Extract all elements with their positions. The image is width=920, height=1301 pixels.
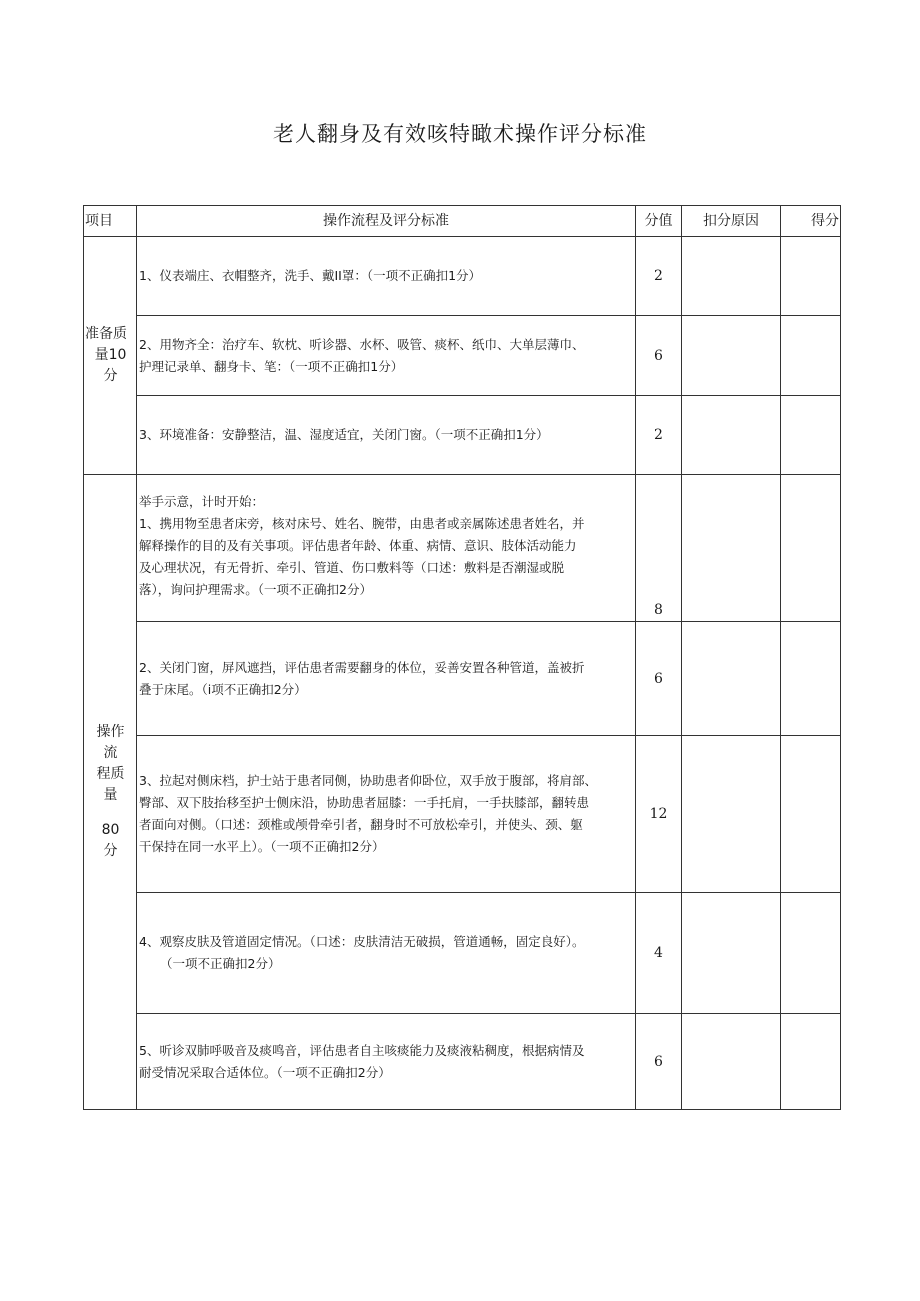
content-line: 5、听诊双肺呼吸音及痰鸣音，评估患者自主咳痰能力及痰液粘稠度，根据病情及: [139, 1042, 585, 1058]
deduct-reason-cell[interactable]: [682, 396, 781, 475]
deduct-reason-cell[interactable]: [682, 893, 781, 1014]
got-score-cell[interactable]: [781, 622, 841, 736]
content-line: 耐受情况采取合适体位。（一项不正确扣2分）: [139, 1064, 391, 1080]
row-content: [137, 622, 636, 736]
section-label-line: 准备质: [85, 326, 127, 342]
section-label-line: 流: [103, 745, 118, 761]
got-score-cell[interactable]: [781, 475, 841, 622]
deduct-reason-cell[interactable]: [682, 475, 781, 622]
table-row: [84, 475, 841, 622]
row-score: 2: [636, 396, 682, 475]
content-line: 4、观察皮肤及管道固定情况。（口述：皮肤清洁无破损，管道通畅，固定良好）。: [139, 934, 585, 949]
header-item: 项目: [84, 206, 137, 237]
got-score-cell[interactable]: [781, 237, 841, 316]
content-line: 叠于床尾。（i项不正确扣2分）: [139, 681, 307, 697]
section-label-line: 操作: [96, 724, 125, 740]
content-line: 臀部、双下肢抬移至护士侧床沿，协助患者屈膝：一手托肩，一手扶膝部，翻转患: [139, 795, 590, 810]
row-score: 4: [636, 893, 682, 1014]
content-line: 3、拉起对侧床档，护士站于患者同侧，协助患者仰卧位，双手放于腹部，将肩部、: [139, 773, 597, 788]
content-line: 及心理状况，有无骨折、牵引、管道、伤口敷料等（口述：敷料是否潮湿或脱: [139, 560, 565, 575]
content-line: 3、环境准备：安静整洁，温、湿度适宜，关闭门窗。（一项不正确扣1分）: [139, 427, 549, 442]
deduct-reason-cell[interactable]: [682, 237, 781, 316]
content-line: 举手示意，计时开始：: [139, 494, 265, 509]
got-score-cell[interactable]: [781, 316, 841, 396]
section-label-line: 量10: [94, 347, 127, 363]
section-label-prep: [84, 237, 137, 475]
section-label-line: 量: [103, 787, 118, 803]
content-line: 解释操作的目的及有关事项。评估患者年龄、体重、病情、意识、肢体活动能力: [139, 538, 577, 553]
row-content: [137, 237, 636, 316]
content-line: 1、携用物至患者床旁，核对床号、姓名、腕带，由患者或亲属陈述患者姓名，并: [139, 516, 585, 531]
deduct-reason-cell[interactable]: [682, 622, 781, 736]
row-content: [137, 893, 636, 1014]
header-process: 操作流程及评分标准: [137, 206, 636, 237]
row-content: [137, 736, 636, 893]
section-label-line: 分: [103, 368, 118, 384]
content-line: 2、关闭门窗，屏风遮挡，评估患者需要翻身的体位，妥善安置各种管道，盖被折: [139, 659, 585, 675]
header-score: 分值: [636, 206, 682, 237]
table-row: [84, 736, 841, 893]
content-line: （一项不正确扣2分）: [160, 956, 281, 971]
content-line: 落），询问护理需求。（一项不正确扣2分）: [139, 582, 372, 597]
row-score: 6: [636, 622, 682, 736]
scoring-table: [83, 205, 841, 1110]
table-row: [84, 316, 841, 396]
header-deduct-reason: 扣分原因: [682, 206, 781, 237]
row-content: [137, 475, 636, 622]
row-score: 8: [636, 475, 682, 622]
got-score-cell[interactable]: [781, 736, 841, 893]
deduct-reason-cell[interactable]: [682, 1014, 781, 1110]
content-line: 1、仪表端庄、衣帽整齐，洗手、戴II罩：（一项不正确扣1分）: [139, 268, 482, 283]
content-line: 干保持在同一水平上）。（一项不正确扣2分）: [139, 839, 385, 854]
row-score: 2: [636, 237, 682, 316]
deduct-reason-cell[interactable]: [682, 736, 781, 893]
table-header-row: [84, 206, 841, 237]
got-score-cell[interactable]: [781, 893, 841, 1014]
section-label-line: 分: [103, 843, 118, 859]
page-title: 老人翻身及有效咳特瞰术操作评分标准: [273, 122, 647, 146]
section-label-line: 80: [101, 822, 120, 838]
table-row: [84, 622, 841, 736]
header-got: 得分: [781, 206, 841, 237]
content-line: 2、用物齐全：治疗车、软枕、听诊器、水杯、吸管、痰杯、纸巾、大单层薄巾、: [139, 336, 585, 352]
row-content: [137, 396, 636, 475]
table-row: [84, 1014, 841, 1110]
got-score-cell[interactable]: [781, 1014, 841, 1110]
deduct-reason-cell[interactable]: [682, 316, 781, 396]
table-row: [84, 396, 841, 475]
row-score: 6: [636, 316, 682, 396]
row-score: 6: [636, 1014, 682, 1110]
content-line: 护理记录单、翻身卡、笔：（一项不正确扣1分）: [139, 358, 404, 374]
row-content: [137, 316, 636, 396]
row-content: [137, 1014, 636, 1110]
table-row: [84, 237, 841, 316]
content-line: 者面向对侧。（口述：颈椎或颅骨牵引者，翻身时不可放松牵引，并使头、颈、躯: [139, 817, 583, 832]
section-label-operation: [84, 475, 137, 1110]
section-label-line: 程质: [96, 766, 125, 782]
row-score: 12: [636, 736, 682, 893]
table-row: [84, 893, 841, 1014]
got-score-cell[interactable]: [781, 396, 841, 475]
